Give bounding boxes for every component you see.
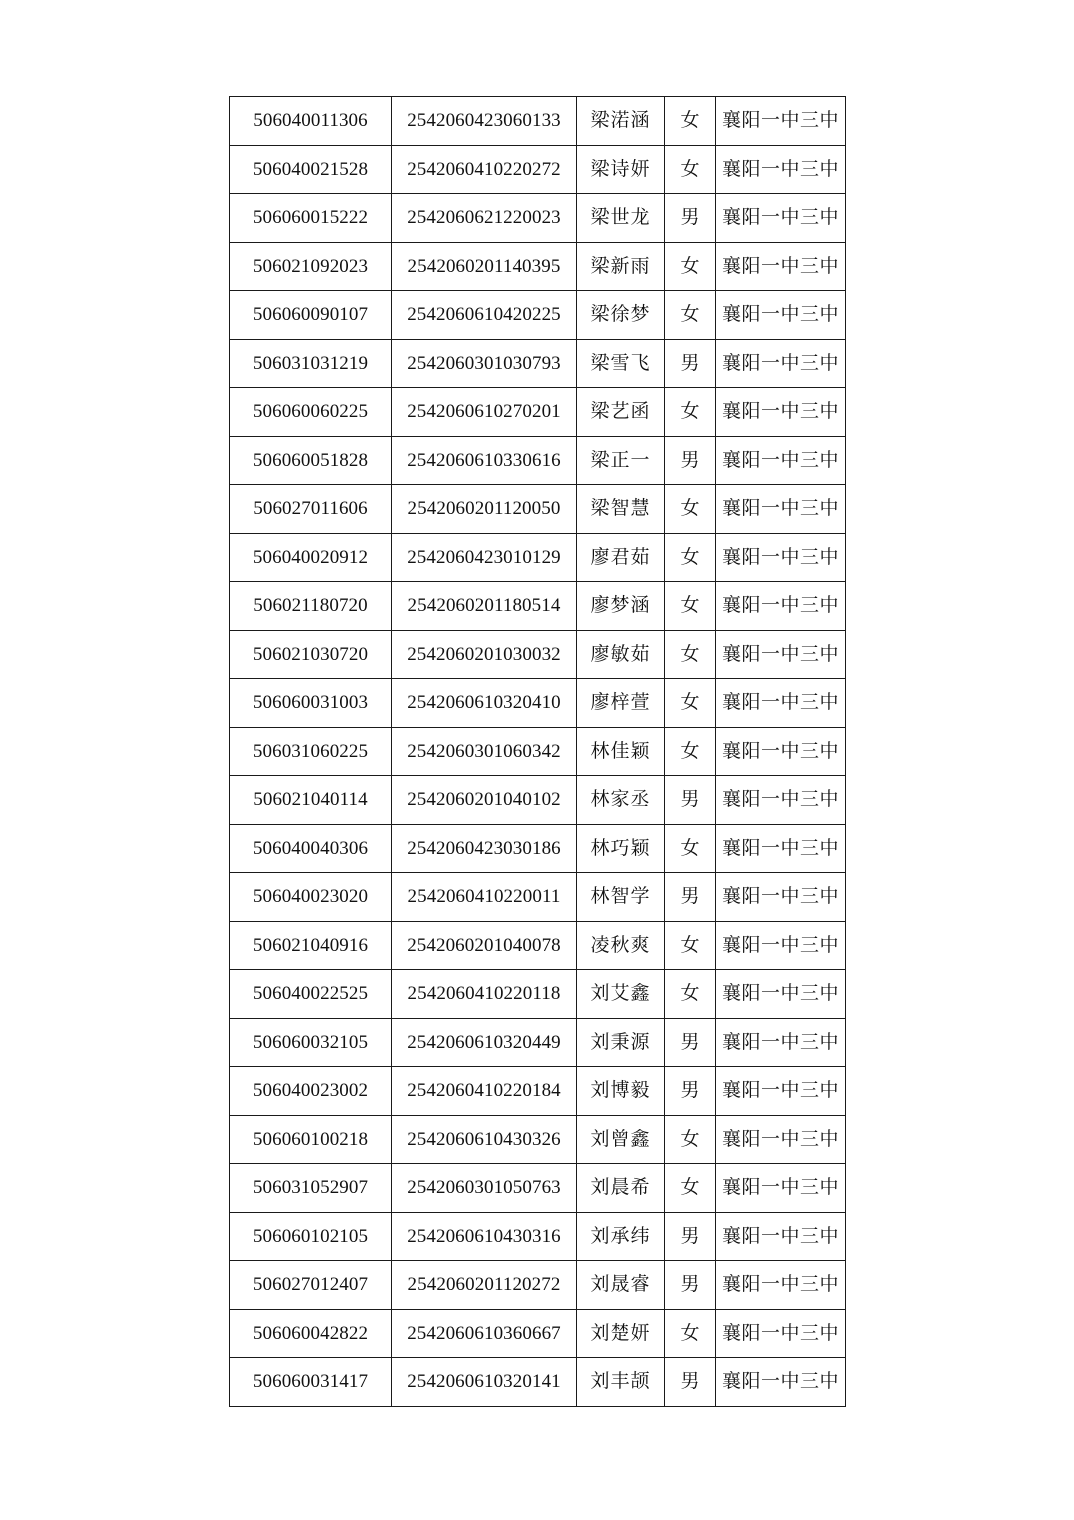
gender-cell: 女 xyxy=(665,630,716,679)
student-name-cell: 梁正一 xyxy=(577,436,665,485)
student-name-cell: 廖敏茹 xyxy=(577,630,665,679)
exam-number-cell: 506027012407 xyxy=(230,1261,392,1310)
student-name-cell: 梁渃涵 xyxy=(577,97,665,146)
school-cell: 襄阳一中三中 xyxy=(716,630,846,679)
exam-number-cell: 506040021528 xyxy=(230,145,392,194)
table-row xyxy=(230,194,846,243)
table-row xyxy=(230,1261,846,1310)
exam-number-cell: 506060042822 xyxy=(230,1309,392,1358)
exam-number-cell: 506060090107 xyxy=(230,291,392,340)
student-name-cell: 林佳颖 xyxy=(577,727,665,776)
gender-cell: 男 xyxy=(665,873,716,922)
table-row xyxy=(230,1067,846,1116)
student-name-cell: 刘丰颉 xyxy=(577,1358,665,1407)
student-name-cell: 刘艾鑫 xyxy=(577,970,665,1019)
school-cell: 襄阳一中三中 xyxy=(716,727,846,776)
gender-cell: 男 xyxy=(665,194,716,243)
school-cell: 襄阳一中三中 xyxy=(716,1164,846,1213)
school-cell: 襄阳一中三中 xyxy=(716,97,846,146)
table-row xyxy=(230,679,846,728)
gender-cell: 女 xyxy=(665,679,716,728)
exam-number-cell: 506060032105 xyxy=(230,1018,392,1067)
gender-cell: 男 xyxy=(665,1067,716,1116)
table-row xyxy=(230,436,846,485)
student-name-cell: 凌秋爽 xyxy=(577,921,665,970)
school-cell: 襄阳一中三中 xyxy=(716,679,846,728)
school-cell: 襄阳一中三中 xyxy=(716,291,846,340)
table-row xyxy=(230,921,846,970)
school-cell: 襄阳一中三中 xyxy=(716,582,846,631)
registration-id-cell: 2542060201030032 xyxy=(392,630,577,679)
gender-cell: 女 xyxy=(665,582,716,631)
student-name-cell: 林巧颖 xyxy=(577,824,665,873)
school-cell: 襄阳一中三中 xyxy=(716,242,846,291)
exam-number-cell: 506040020912 xyxy=(230,533,392,582)
registration-id-cell: 2542060201140395 xyxy=(392,242,577,291)
exam-number-cell: 506027011606 xyxy=(230,485,392,534)
student-name-cell: 林家丞 xyxy=(577,776,665,825)
table-row xyxy=(230,776,846,825)
registration-id-cell: 2542060610330616 xyxy=(392,436,577,485)
gender-cell: 女 xyxy=(665,1309,716,1358)
table-row xyxy=(230,582,846,631)
exam-number-cell: 506021040916 xyxy=(230,921,392,970)
table-row xyxy=(230,970,846,1019)
exam-number-cell: 506040023020 xyxy=(230,873,392,922)
registration-id-cell: 2542060301030793 xyxy=(392,339,577,388)
table-row xyxy=(230,533,846,582)
exam-number-cell: 506031060225 xyxy=(230,727,392,776)
student-name-cell: 梁雪飞 xyxy=(577,339,665,388)
registration-id-cell: 2542060201040078 xyxy=(392,921,577,970)
school-cell: 襄阳一中三中 xyxy=(716,436,846,485)
table-row xyxy=(230,388,846,437)
school-cell: 襄阳一中三中 xyxy=(716,145,846,194)
student-name-cell: 刘秉源 xyxy=(577,1018,665,1067)
registration-id-cell: 2542060610320449 xyxy=(392,1018,577,1067)
school-cell: 襄阳一中三中 xyxy=(716,1212,846,1261)
table-row xyxy=(230,145,846,194)
student-name-cell: 梁新雨 xyxy=(577,242,665,291)
registration-id-cell: 2542060201040102 xyxy=(392,776,577,825)
table-row xyxy=(230,1309,846,1358)
table-row xyxy=(230,727,846,776)
table-row xyxy=(230,485,846,534)
exam-number-cell: 506060051828 xyxy=(230,436,392,485)
gender-cell: 男 xyxy=(665,436,716,485)
gender-cell: 女 xyxy=(665,388,716,437)
table-row xyxy=(230,242,846,291)
gender-cell: 女 xyxy=(665,145,716,194)
table-row xyxy=(230,1115,846,1164)
gender-cell: 男 xyxy=(665,1212,716,1261)
gender-cell: 女 xyxy=(665,1164,716,1213)
gender-cell: 女 xyxy=(665,533,716,582)
school-cell: 襄阳一中三中 xyxy=(716,533,846,582)
student-name-cell: 廖梦涵 xyxy=(577,582,665,631)
exam-number-cell: 506021092023 xyxy=(230,242,392,291)
exam-number-cell: 506040023002 xyxy=(230,1067,392,1116)
exam-number-cell: 506060015222 xyxy=(230,194,392,243)
gender-cell: 男 xyxy=(665,1358,716,1407)
gender-cell: 女 xyxy=(665,242,716,291)
school-cell: 襄阳一中三中 xyxy=(716,1067,846,1116)
school-cell: 襄阳一中三中 xyxy=(716,776,846,825)
table-row xyxy=(230,824,846,873)
registration-id-cell: 2542060610320410 xyxy=(392,679,577,728)
student-name-cell: 刘晨希 xyxy=(577,1164,665,1213)
exam-number-cell: 506060060225 xyxy=(230,388,392,437)
school-cell: 襄阳一中三中 xyxy=(716,970,846,1019)
table-row xyxy=(230,1358,846,1407)
school-cell: 襄阳一中三中 xyxy=(716,1261,846,1310)
student-name-cell: 刘楚妍 xyxy=(577,1309,665,1358)
registration-id-cell: 2542060410220011 xyxy=(392,873,577,922)
registration-id-cell: 2542060610320141 xyxy=(392,1358,577,1407)
registration-id-cell: 2542060201180514 xyxy=(392,582,577,631)
exam-number-cell: 506060102105 xyxy=(230,1212,392,1261)
exam-number-cell: 506021180720 xyxy=(230,582,392,631)
gender-cell: 女 xyxy=(665,727,716,776)
gender-cell: 女 xyxy=(665,824,716,873)
student-name-cell: 廖君茹 xyxy=(577,533,665,582)
table-row xyxy=(230,339,846,388)
registration-id-cell: 2542060610270201 xyxy=(392,388,577,437)
student-name-cell: 廖梓萱 xyxy=(577,679,665,728)
gender-cell: 男 xyxy=(665,1261,716,1310)
registration-id-cell: 2542060423060133 xyxy=(392,97,577,146)
student-name-cell: 梁世龙 xyxy=(577,194,665,243)
gender-cell: 男 xyxy=(665,339,716,388)
registration-id-cell: 2542060610430326 xyxy=(392,1115,577,1164)
registration-id-cell: 2542060201120050 xyxy=(392,485,577,534)
student-name-cell: 梁智慧 xyxy=(577,485,665,534)
school-cell: 襄阳一中三中 xyxy=(716,485,846,534)
student-name-cell: 刘晟睿 xyxy=(577,1261,665,1310)
exam-number-cell: 506021030720 xyxy=(230,630,392,679)
table-row xyxy=(230,630,846,679)
student-roster-table xyxy=(229,96,846,1407)
registration-id-cell: 2542060610360667 xyxy=(392,1309,577,1358)
registration-id-cell: 2542060201120272 xyxy=(392,1261,577,1310)
table-row xyxy=(230,1212,846,1261)
school-cell: 襄阳一中三中 xyxy=(716,1309,846,1358)
gender-cell: 女 xyxy=(665,97,716,146)
registration-id-cell: 2542060423030186 xyxy=(392,824,577,873)
student-name-cell: 梁徐梦 xyxy=(577,291,665,340)
exam-number-cell: 506060031003 xyxy=(230,679,392,728)
exam-number-cell: 506040040306 xyxy=(230,824,392,873)
gender-cell: 女 xyxy=(665,921,716,970)
roster-table-body xyxy=(230,97,846,1407)
exam-number-cell: 506040022525 xyxy=(230,970,392,1019)
exam-number-cell: 506031052907 xyxy=(230,1164,392,1213)
gender-cell: 男 xyxy=(665,776,716,825)
school-cell: 襄阳一中三中 xyxy=(716,824,846,873)
school-cell: 襄阳一中三中 xyxy=(716,873,846,922)
registration-id-cell: 2542060423010129 xyxy=(392,533,577,582)
registration-id-cell: 2542060610430316 xyxy=(392,1212,577,1261)
school-cell: 襄阳一中三中 xyxy=(716,194,846,243)
registration-id-cell: 2542060301060342 xyxy=(392,727,577,776)
registration-id-cell: 2542060410220184 xyxy=(392,1067,577,1116)
registration-id-cell: 2542060610420225 xyxy=(392,291,577,340)
table-row xyxy=(230,291,846,340)
school-cell: 襄阳一中三中 xyxy=(716,921,846,970)
school-cell: 襄阳一中三中 xyxy=(716,1018,846,1067)
registration-id-cell: 2542060410220118 xyxy=(392,970,577,1019)
exam-number-cell: 506060031417 xyxy=(230,1358,392,1407)
registration-id-cell: 2542060410220272 xyxy=(392,145,577,194)
student-name-cell: 林智学 xyxy=(577,873,665,922)
student-name-cell: 刘曾鑫 xyxy=(577,1115,665,1164)
school-cell: 襄阳一中三中 xyxy=(716,1115,846,1164)
student-name-cell: 刘博毅 xyxy=(577,1067,665,1116)
exam-number-cell: 506021040114 xyxy=(230,776,392,825)
school-cell: 襄阳一中三中 xyxy=(716,1358,846,1407)
gender-cell: 女 xyxy=(665,970,716,1019)
exam-number-cell: 506060100218 xyxy=(230,1115,392,1164)
table-row xyxy=(230,873,846,922)
exam-number-cell: 506031031219 xyxy=(230,339,392,388)
student-name-cell: 梁艺函 xyxy=(577,388,665,437)
registration-id-cell: 2542060621220023 xyxy=(392,194,577,243)
table-row xyxy=(230,97,846,146)
school-cell: 襄阳一中三中 xyxy=(716,388,846,437)
table-row xyxy=(230,1164,846,1213)
gender-cell: 男 xyxy=(665,1018,716,1067)
exam-number-cell: 506040011306 xyxy=(230,97,392,146)
gender-cell: 女 xyxy=(665,485,716,534)
table-row xyxy=(230,1018,846,1067)
gender-cell: 女 xyxy=(665,291,716,340)
gender-cell: 女 xyxy=(665,1115,716,1164)
student-name-cell: 刘承纬 xyxy=(577,1212,665,1261)
student-name-cell: 梁诗妍 xyxy=(577,145,665,194)
school-cell: 襄阳一中三中 xyxy=(716,339,846,388)
registration-id-cell: 2542060301050763 xyxy=(392,1164,577,1213)
